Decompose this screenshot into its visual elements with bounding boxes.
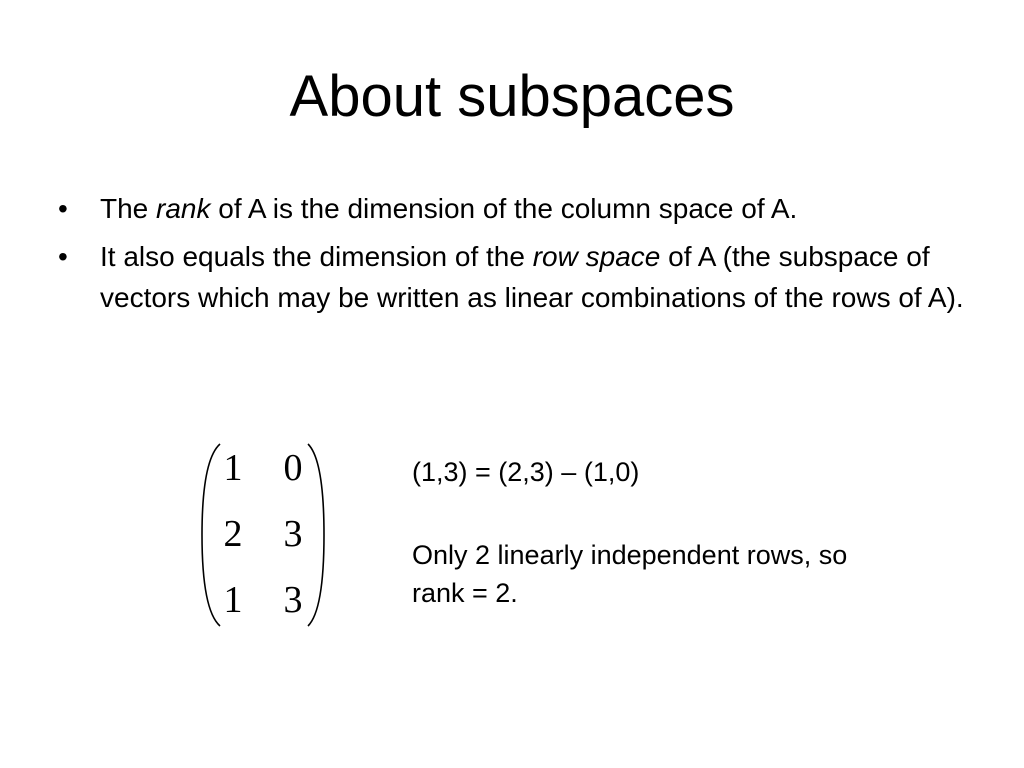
text-run: of A is the dimension of the column space of A.: [210, 193, 798, 224]
matrix-cell: 0: [283, 447, 303, 489]
right-parenthesis: [308, 444, 324, 626]
matrix-cell: 1: [223, 579, 243, 621]
matrix-cell: 2: [223, 513, 243, 555]
slide-title: About subspaces: [289, 64, 735, 129]
matrix-cell: 3: [283, 579, 303, 621]
bullet-text: [100, 193, 797, 224]
bullet-marker: •: [58, 241, 68, 272]
matrix: [198, 440, 328, 630]
bullet-item-row-space: [58, 236, 978, 318]
text-run: The: [100, 193, 157, 224]
matrix-cell: 3: [283, 513, 303, 555]
conclusion-text: Only 2 linearly independent rows, so rank = 2.: [412, 540, 848, 608]
emphasis-term: rank: [156, 193, 211, 224]
emphasis-term: row space: [532, 241, 661, 272]
bullet-item-rank: [58, 188, 978, 229]
matrix-cell: 1: [223, 447, 243, 489]
bullet-text: [100, 241, 964, 313]
text-run: of A (the subspace of vectors which may be written as linear combinations of the rows of A).: [100, 241, 964, 313]
bullet-list: [58, 188, 978, 325]
bullet-marker: •: [58, 193, 68, 224]
equation-text: (1,3) = (2,3) – (1,0): [412, 457, 640, 487]
text-run: It also equals the dimension of the: [100, 241, 533, 272]
